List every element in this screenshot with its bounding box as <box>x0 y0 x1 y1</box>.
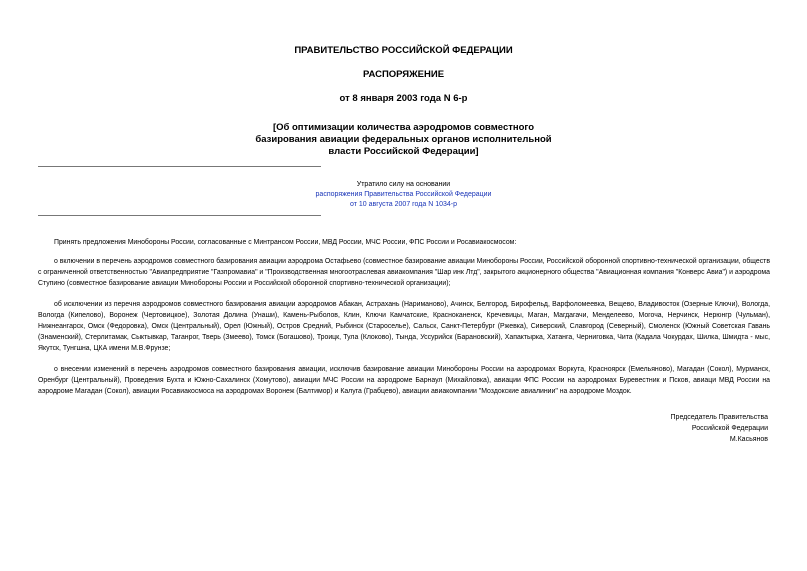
bottom-divider <box>38 215 321 216</box>
repeal-link-line-1[interactable]: распоряжения Правительства Российской Федерации <box>315 191 492 198</box>
document-type-heading: РАСПОРЯЖЕНИЕ <box>362 69 445 80</box>
top-divider <box>38 166 321 167</box>
government-heading: ПРАВИТЕЛЬСТВО РОССИЙСКОЙ ФЕДЕРАЦИИ <box>294 45 513 56</box>
status-note-text: Утратило силу на основании <box>356 181 451 188</box>
paragraph-exclusion: об исключении из перечня аэродромов совместного базирования авиации аэродромов Абакан, Астрахань (Нариманово), Ачинск, Белгород, Бирофельд, Варфоломеевка, Вещево, Владивосток (Озерные Ключи), Вологда, Вологда (Кипелово), Воронеж (Чертовицкое), Золотая Долина (Унаши), Камень-Рыболов, Клин, Ключи Камчатские, Красноканенск, Кречевицы, Маган, Магдагачи, Менделеево, Могоча, Нерчинск, Нерюнгр (Чульман), Нижнеангарск, Омск (Федоровка), Омск (Центральный), Орел (Южный), Остров Средний, Рыбинск (Староселье), Сальск, Санкт-Петербург (Ржевка), Сиверский, Славгород (Северный), Смоленск (Южный Советская Гавань (Знаменский), Стерлитамак, Сыктывкар, Таганрог, Тверь (Змеево), Томск (Богашово), Троицк, Тула (Клоково), Тында, Уссурийск (Барановский), Хапактырка, Хатанга, Черниговка, Чита (Кадала Чокурдах, Шилка, Шмидта - мыс, Якутск, Тунгшна, ЦКА имени М.В.Фрунзе; <box>38 301 770 352</box>
repeal-link-line-2[interactable]: от 10 августа 2007 года N 1034-р <box>349 201 458 208</box>
signature-name: М.Касьянов <box>729 436 768 443</box>
document-date-number: от 8 января 2003 года N 6-р <box>339 93 468 104</box>
paragraph-inclusion: о включении в перечень аэродромов совместного базирования авиации аэродрома Остафьево (совместное базирование авиации Минобороны России, Российской оборонной спортивно-технической организации, обществ с ограниченной ответственностью "Авиапредприятие "Газпромавиа" и "Производственная многоотраслевая авиакомпания "Шар инк Лтд", закрытого акционерного общества "Авиационная компания "Конверс Авиа") и аэродрома Ступино (совместное базирование авиации Минобороны России и Российской оборонной спортивно-технической организации); <box>38 258 770 287</box>
signature-position-line-2: Российской Федерации <box>691 425 768 432</box>
document-title-line-3: власти Российской Федерации] <box>328 146 479 157</box>
paragraph-intro: Принять предложения Минобороны России, согласованные с Минтрансом России, МВД России, МЧС России, ФПС России и Росавиакосмосом: <box>54 239 517 246</box>
document-title-line-1: [Об оптимизации количества аэродромов совместного <box>272 122 535 133</box>
document-title-line-2: базирования авиации федеральных органов исполнительной <box>255 134 552 145</box>
paragraph-amendments: о внесении изменений в перечень аэродромов совместного базирования авиации, исключив базирование авиации Минобороны России на аэродромах Воркута, Красноярск (Емельяново), Магадан (Сокол), Мурманск, Оренбург (Центральный), Проведения Бухта и Южно-Сахалинск (Хомутово), авиации МЧС России на аэродроме Барнаул (Михайловка), авиации ФПС России на аэродромах Буревестник и Псков, авиаци МВД России на аэродроме Магадан (Сокол), авиации Росавиакосмоса на аэродромах Воронеж (Балтимор) и Калуга (Грабцево), авиации авиакомпании "Моздокские авиалинии" на аэродроме Моздок. <box>38 366 770 395</box>
signature-position-line-1: Председатель Правительства <box>670 414 768 421</box>
